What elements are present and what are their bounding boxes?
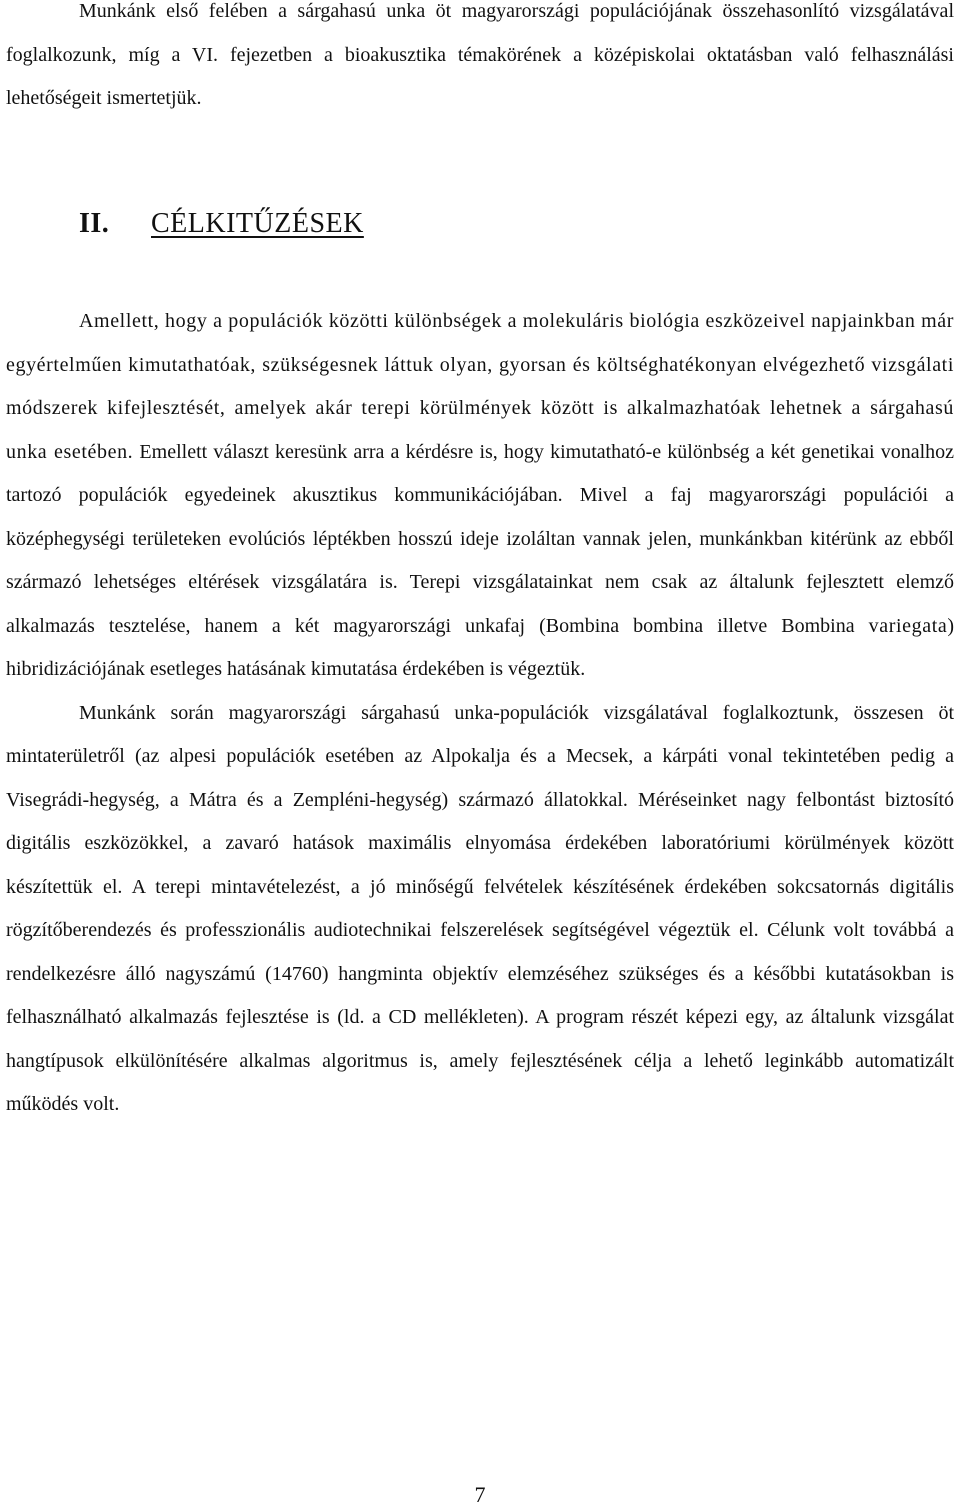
body-paragraph-2: Munkánk során magyarországi sárgahasú unka-populációk vizsgálatával foglalkoztunk, összesen öt mintaterületről (az alpesi populációk esetében az Alpokalja és a Mecsek, a kárpáti vonal tekintetében pedig a Visegrádi-hegység, a Mátra és a Zempléni-hegység) származó állatokkal. Méréseinket nagy felbontást biztosító digitális eszközökkel, a zavaró hatások maximális elnyomása érdekében laboratóriumi körülmények között készítettük el. A terepi mintavételezést, a jó minőségű felvételek készítésének érdekében sokcsatornás digitális rögzítőberendezés és professzionális audiotechnikai felszerelések segítségével végeztük el. Célunk volt továbbá a rendelkezésre álló nagyszámú (14760) hangminta objektív elemzéséhez szükséges és a későbbi kutatásokban is felhasználható alkalmazás fejlesztése is (ld. a CD mellékleten). A program részét képezi egy, az általunk vizsgálat hangtípusok elkülönítésére alkalmas algoritmus is, amely fejlesztésének célja a lehető leginkább automatizált működés volt. [6, 701, 954, 1115]
document-page [6, 0, 954, 1509]
paragraph-1-opening: Amellett, hogy a populációk közötti különbségek a molekuláris biológia eszközeivel napjainkban már egyértelműen kimutathatóak, szükségesnek láttuk olyan, gyorsan és költséghatékonyan elvégezhető vizsgálati módszerek kifejlesztését, amelyek akár terepi körülmények között is alkalmazhatóak lehetnek a sárgahasú unka esetében. [6, 310, 954, 463]
paragraph-1-closing: ) hibridizációjának esetleges hatásának kimutatása érdekében is végeztük. [6, 614, 954, 680]
paragraph-1-middle: Emellett választ keresünk arra a kérdésre is, hogy kimutatható-e különbség a két genetikai vonalhoz tartozó populációk egyedeinek akusztikus kommunikációjában. Mivel a faj magyarországi populációi a középhegységi területeken evolúciós léptékben hosszú ideje izoláltan vannak jelen, munkánkban kitérünk az ebből származó lehetséges eltérések vizsgálatára is. Terepi vizsgálatainkat nem csak az általunk fejlesztett elemző alkalmazás tesztelése, hanem a két magyarországi unkafaj (Bombina bombina illetve Bombina [6, 440, 955, 637]
section-heading [79, 208, 364, 240]
page-number: 7 [474, 1482, 486, 1507]
intro-paragraph: Munkánk első felében a sárgahasú unka öt magyarországi populációjának összehasonlító vizsgálatával foglalkozunk, míg a VI. fejezetben a bioakusztika témakörének a középiskolai oktatásban való felhasználási lehetőségeit ismertetjük. [6, 0, 954, 109]
section-number: II. [79, 208, 110, 239]
body-paragraph-1 [6, 300, 954, 692]
section-title: CÉLKITŰZÉSEK [151, 208, 364, 239]
species-name-variegata: variegata [868, 614, 948, 637]
section-body [6, 300, 954, 1127]
